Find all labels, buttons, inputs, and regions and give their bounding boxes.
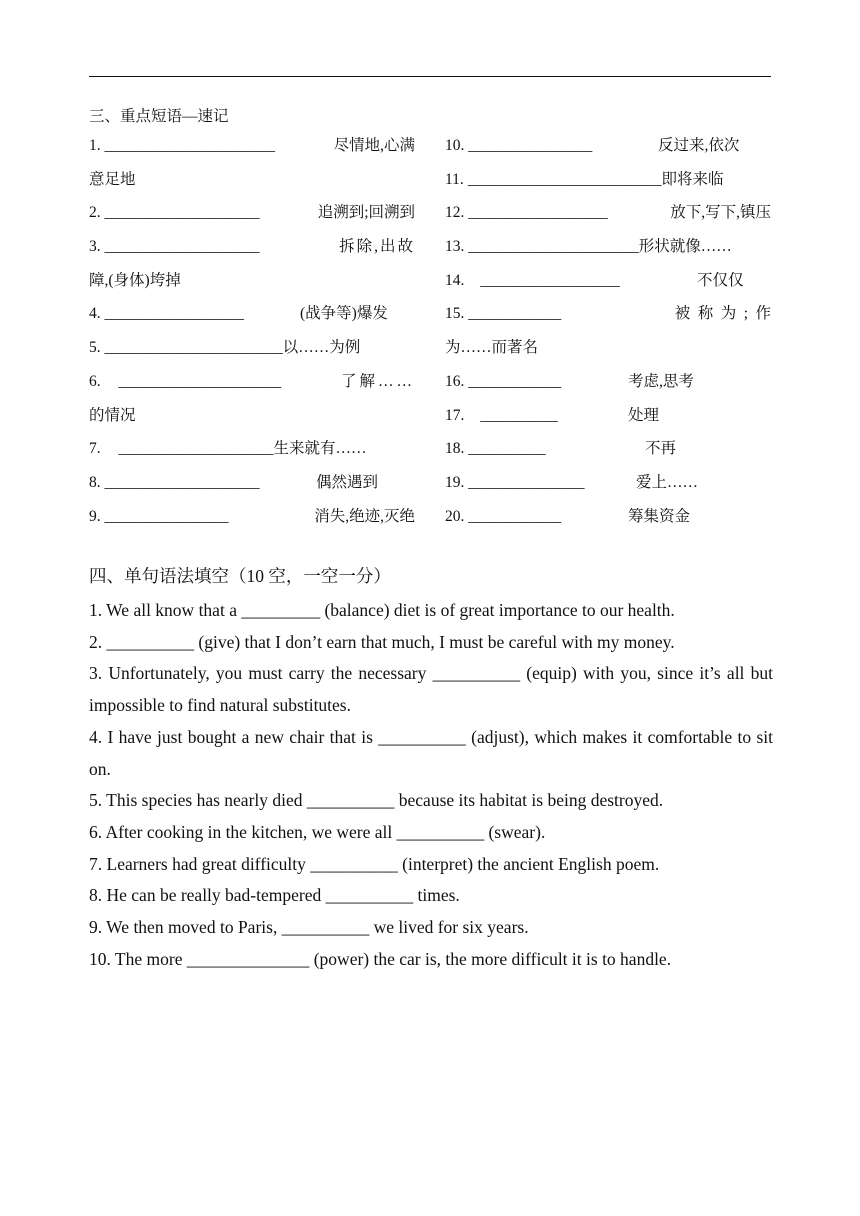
phrase-blank: __________ <box>468 440 546 458</box>
phrase-blank: ____________ <box>468 305 562 323</box>
phrase-meaning: 筹集资金 <box>628 507 691 525</box>
phrase-meaning: 处理 <box>628 406 660 424</box>
phrase-item-6-cont <box>89 399 415 433</box>
phrase-blank: _____________________ <box>118 372 282 390</box>
phrase-blank: ____________________ <box>104 238 260 256</box>
phrase-meaning: 反过来,依次 <box>658 137 740 154</box>
sentence-item: 6. After cooking in the kitchen, we were all __________ (swear). <box>89 821 546 842</box>
phrase-item-5 <box>89 331 415 365</box>
phrase-blank: ________________ <box>468 137 593 154</box>
phrase-number: 17. <box>445 406 465 424</box>
phrase-number: 19. <box>445 473 465 491</box>
phrase-number: 13. <box>445 238 465 256</box>
phrase-blank: ______________________ <box>104 137 275 154</box>
phrases-right-column <box>445 129 779 533</box>
phrase-number: 18. <box>445 440 465 458</box>
phrase-blank: ____________ <box>468 372 562 390</box>
phrase-item-6 <box>89 365 415 399</box>
phrase-item-8 <box>89 466 415 500</box>
sentence-item: 10. The more ______________ (power) the car is, the more difficult it is to handle. <box>89 948 672 969</box>
phrase-number: 6. <box>89 372 101 390</box>
phrase-number: 2. <box>89 204 101 222</box>
phrase-blank: ____________ <box>468 507 562 525</box>
phrase-meaning: (战争等)爆发 <box>300 305 388 323</box>
phrase-item-1-cont <box>89 163 415 197</box>
phrase-number: 8. <box>89 473 101 491</box>
phrase-meaning: 放下,写下,镇压 <box>670 204 771 222</box>
phrase-item-19 <box>445 466 771 500</box>
phrase-meaning: 以……为例 <box>282 339 361 357</box>
phrase-meaning: 形状就像…… <box>638 238 732 256</box>
phrase-meaning: 偶然遇到 <box>316 473 379 491</box>
phrase-item-14 <box>445 264 771 298</box>
sentence-item: 9. We then moved to Paris, __________ we lived for six years. <box>89 917 529 938</box>
phrase-meaning-cont: 的情况 <box>89 406 136 424</box>
phrase-number: 3. <box>89 238 101 256</box>
phrase-meaning-cont: 为……而著名 <box>445 339 539 357</box>
phrase-blank: __________________ <box>480 271 620 289</box>
phrase-item-12 <box>445 196 771 230</box>
header-rule <box>89 76 771 77</box>
phrase-meaning: 拆除,出故 <box>339 238 415 256</box>
phrase-blank: _______________ <box>468 473 585 491</box>
sentence-item: 7. Learners had great difficulty __________ (interpret) the ancient English poem. <box>89 853 660 874</box>
phrase-meaning: 了解…… <box>340 372 415 390</box>
phrase-blank: __________________ <box>468 204 608 222</box>
phrase-meaning: 即将来临 <box>661 170 724 188</box>
phrase-meaning: 追溯到;回溯到 <box>317 204 415 222</box>
phrase-number: 1. <box>89 137 101 154</box>
phrase-item-13 <box>445 230 771 264</box>
phrase-number: 20. <box>445 507 465 525</box>
phrase-number: 7. <box>89 440 101 458</box>
phrase-item-20 <box>445 500 771 534</box>
phrase-blank: ____________________ <box>118 440 274 458</box>
phrase-number: 4. <box>89 305 101 323</box>
section3-title: 三、重点短语—速记 <box>89 108 229 125</box>
phrase-number: 12. <box>445 204 465 222</box>
phrase-item-3 <box>89 230 415 264</box>
section4-title: 四、单句语法填空（10 空，一空一分） <box>89 566 391 586</box>
phrase-meaning: 消失,绝迹,灭绝 <box>314 507 415 525</box>
phrase-item-16 <box>445 365 771 399</box>
phrase-meaning: 生来就有…… <box>273 440 367 458</box>
phrase-blank: _______________________ <box>104 339 283 357</box>
phrase-item-11 <box>445 163 771 197</box>
phrase-item-18 <box>445 432 771 466</box>
phrase-meaning-cont: 意足地 <box>89 170 136 188</box>
grammar-sentences <box>89 595 773 975</box>
phrase-item-15-cont <box>445 331 771 365</box>
sentence-item: 5. This species has nearly died __________ because its habitat is being destroyed. <box>89 790 664 811</box>
phrase-meaning: 不仅仅 <box>697 271 744 289</box>
phrase-number: 14. <box>445 271 465 289</box>
phrase-blank: __________ <box>480 406 558 424</box>
phrase-meaning: 不再 <box>645 440 677 458</box>
phrase-meaning: 尽情地,心满 <box>333 137 415 154</box>
phrase-blank: ____________________ <box>104 473 260 491</box>
phrase-number: 16. <box>445 372 465 390</box>
phrases-left-column <box>89 129 415 533</box>
phrase-number: 5. <box>89 339 101 357</box>
sentence-item: 3. Unfortunately, you must carry the necessary __________ (equip) with you, since it’s all but impossible to find natural substitutes. <box>89 663 773 716</box>
phrase-blank: ______________________ <box>468 238 639 256</box>
phrase-number: 10. <box>445 137 465 154</box>
phrase-item-17 <box>445 399 771 433</box>
phrase-meaning: 考虑,思考 <box>628 372 694 390</box>
phrase-meaning: 被称为;作 <box>674 305 779 323</box>
phrase-blank: _________________________ <box>467 170 662 188</box>
phrase-meaning: 爱上…… <box>636 473 699 491</box>
phrase-blank: ________________ <box>104 507 229 525</box>
phrase-number: 11. <box>445 170 464 188</box>
phrase-item-3-cont <box>89 264 415 298</box>
phrase-item-1 <box>89 129 415 163</box>
phrase-item-7 <box>89 432 415 466</box>
sentence-item: 1. We all know that a _________ (balance) diet is of great importance to our health. <box>89 600 675 620</box>
phrase-meaning-cont: 障,(身体)垮掉 <box>89 271 181 289</box>
sentence-item: 2. __________ (give) that I don’t earn that much, I must be careful with my money. <box>89 631 675 652</box>
phrase-item-9 <box>89 500 415 534</box>
phrase-item-2 <box>89 196 415 230</box>
phrase-item-4 <box>89 297 415 331</box>
sentence-item: 4. I have just bought a new chair that is __________ (adjust), which makes it comfortable to sit on. <box>89 726 773 779</box>
phrase-item-10 <box>445 129 771 163</box>
sentence-item: 8. He can be really bad-tempered __________ times. <box>89 885 460 906</box>
phrase-number: 15. <box>445 305 465 323</box>
phrase-blank: ____________________ <box>104 204 260 222</box>
phrase-number: 9. <box>89 507 101 525</box>
phrase-item-15 <box>445 297 779 331</box>
phrase-blank: __________________ <box>104 305 244 323</box>
